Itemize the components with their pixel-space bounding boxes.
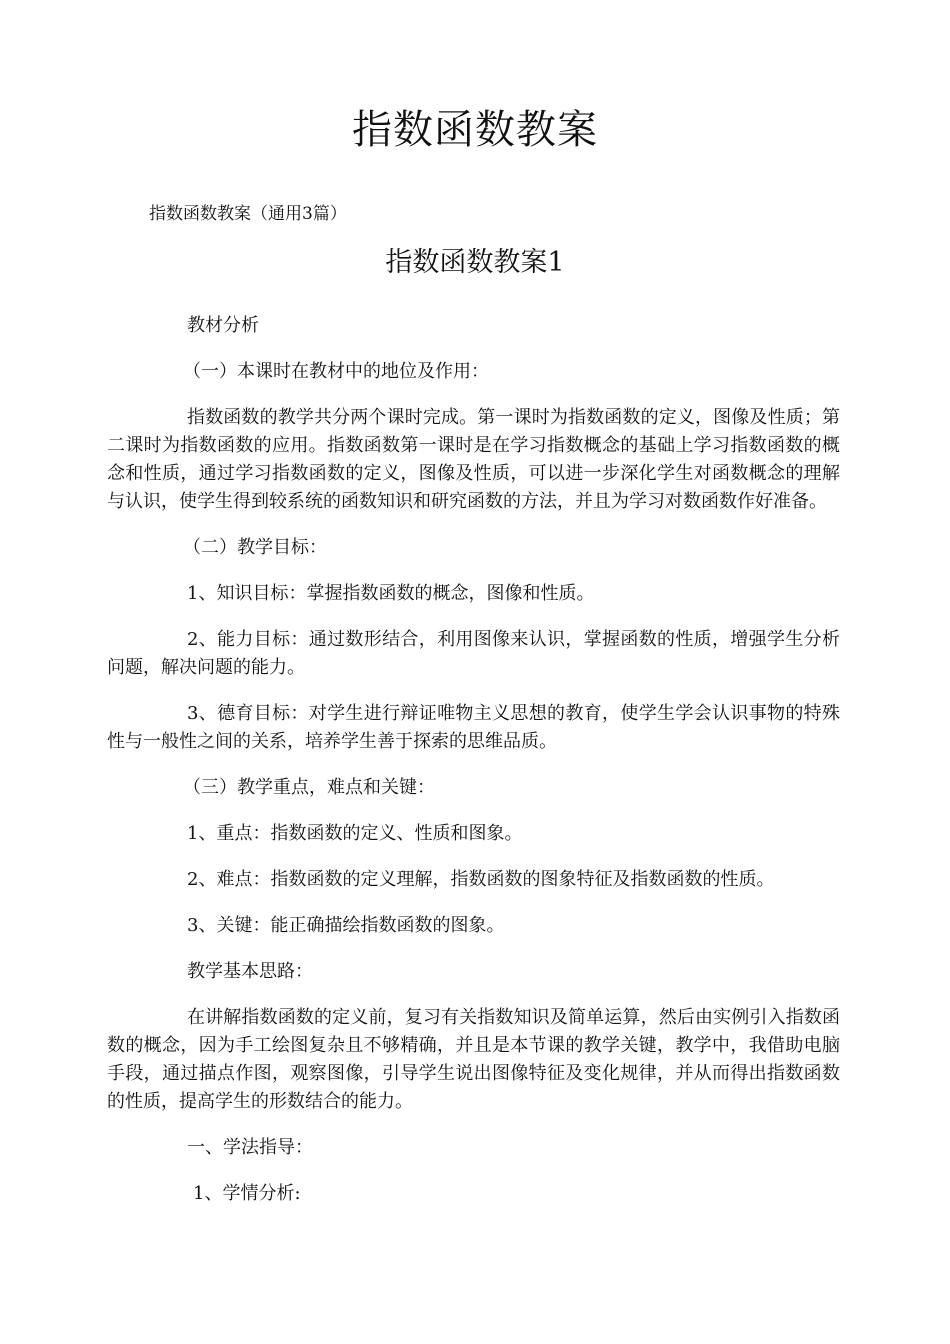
paragraph-key: 3、关键：能正确描绘指数函数的图象。	[187, 915, 505, 936]
heading-role: （一）本课时在教材中的地位及作用：	[183, 361, 489, 382]
heading-textbook-analysis: 教材分析	[187, 315, 259, 336]
paragraph-role: 指数函数的教学共分两个课时完成。第一课时为指数函数的定义，图像及性质；第二课时为指数函数的应用。指数函数第一课时是在学习指数概念的基础上学习指数函数的概念和性质，通过学习指数函数的定义，图像及性质，可以进一步深化学生对函数概念的理解与认识，使学生得到较系统的函数知识和研究函数的方法，并且为学习对数函数作好准备。	[107, 407, 840, 512]
document-title: 指数函数教案	[352, 107, 598, 153]
document-subtitle: 指数函数教案（通用3篇）	[149, 204, 347, 224]
heading-study-guidance: 一、学法指导：	[187, 1137, 313, 1158]
heading-objectives: （二）教学目标：	[183, 537, 327, 558]
heading-teaching-approach: 教学基本思路：	[187, 961, 313, 982]
section-title: 指数函数教案1	[385, 247, 565, 278]
paragraph-teaching-approach: 在讲解指数函数的定义前，复习有关指数知识及简单运算，然后由实例引入指数函数的概念，因为手工绘图复杂且不够精确，并且是本节课的教学关键，教学中，我借助电脑手段，通过描点作图，观察图像，引导学生说出图像特征及变化规律，并从而得出指数函数的性质，提高学生的形数结合的能力。	[107, 1007, 840, 1112]
paragraph-difficulty: 2、难点：指数函数的定义理解，指数函数的图象特征及指数函数的性质。	[187, 869, 775, 890]
heading-learning-analysis: 1、学情分析:	[193, 1183, 301, 1204]
paragraph-key-point: 1、重点：指数函数的定义、性质和图象。	[187, 823, 523, 844]
paragraph-moral-objective: 3、德育目标：对学生进行辩证唯物主义思想的教育，使学生学会认识事物的特殊性与一般性之间的关系，培养学生善于探索的思维品质。	[107, 703, 840, 752]
document-body	[107, 312, 840, 1226]
paragraph-ability-objective: 2、能力目标：通过数形结合，利用图像来认识，掌握函数的性质，增强学生分析问题，解决问题的能力。	[107, 629, 840, 678]
heading-key-points: （三）教学重点，难点和关键：	[183, 777, 435, 798]
paragraph-knowledge-objective: 1、知识目标：掌握指数函数的概念，图像和性质。	[187, 583, 595, 604]
